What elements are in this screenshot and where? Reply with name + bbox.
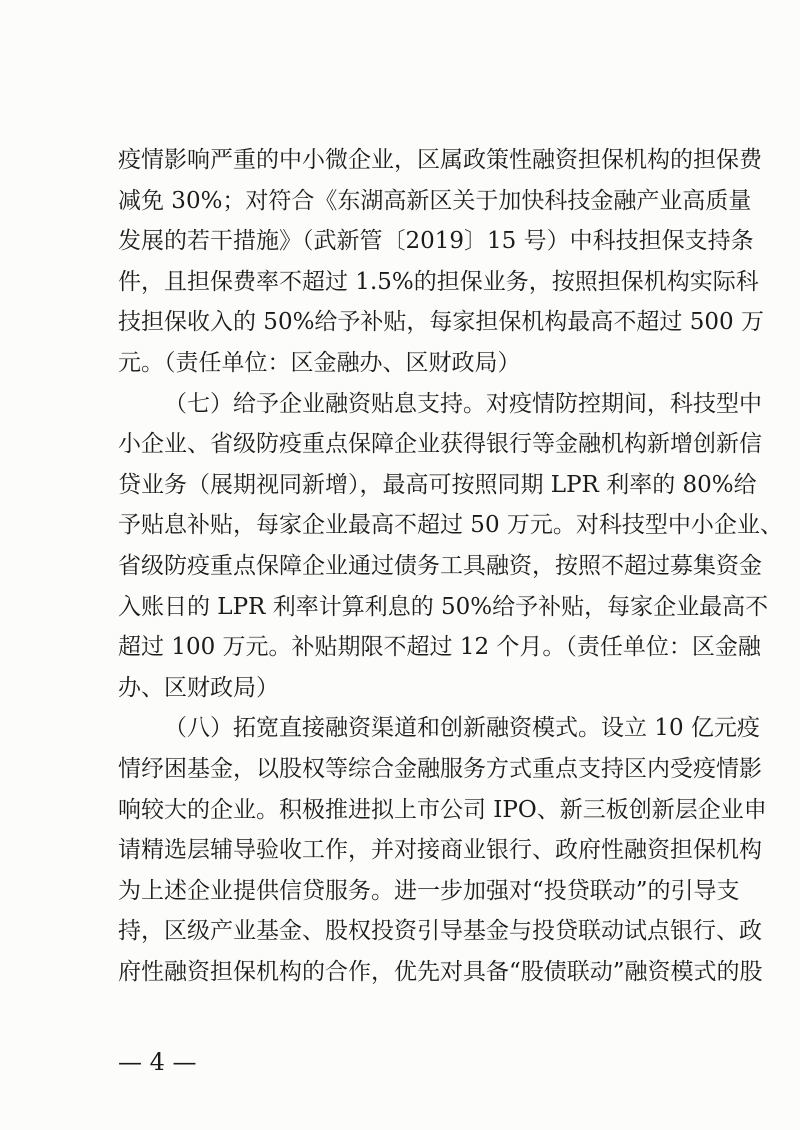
body-text [118,140,783,992]
text-line: 为上述企业提供信贷服务。进一步加强对“投贷联动”的引导支 [118,877,740,904]
text-line: （七）给予企业融资贴息支持。对疫情防控期间，科技型中 [164,390,762,417]
text-line: 减免 30%；对符合《东湖高新区关于加快科技金融产业高质量 [118,187,752,214]
text-line: 发展的若干措施》（武新管〔2019〕15 号）中科技担保支持条 [118,228,754,255]
text-line: 予贴息补贴，每家企业最高不超过 50 万元。对科技型中小企业、 [118,512,783,539]
page-number: — 4 — [118,1048,197,1076]
text-line: （八）拓宽直接融资渠道和创新融资模式。设立 10 亿元疫 [164,715,760,742]
text-line: 小企业、省级防疫重点保障企业获得银行等金融机构新增创新信 [118,431,762,458]
text-line: 技担保收入的 50%给予补贴，每家担保机构最高不超过 500 万 [118,309,764,336]
text-line: 超过 100 万元。补贴期限不超过 12 个月。（责任单位：区金融 [118,634,761,661]
text-line: 疫情影响严重的中小微企业，区属政策性融资担保机构的担保费 [118,147,762,173]
text-line: 省级防疫重点保障企业通过债务工具融资，按照不超过募集资金 [118,552,762,579]
text-line: 情纾困基金，以股权等综合金融服务方式重点支持区内受疫情影 [118,755,762,782]
text-line: 办、区财政局） [118,674,279,701]
text-line: 响较大的企业。积极推进拟上市公司 IPO、新三板创新层企业申 [118,796,767,823]
text-line: 贷业务（展期视同新增），最高可按照同期 LPR 利率的 80%给 [118,471,757,498]
text-line: 件，且担保费率不超过 1.5%的担保业务，按照担保机构实际科 [118,268,759,295]
text-line: 请精选层辅导验收工作，并对接商业银行、政府性融资担保机构 [118,837,762,864]
text-line: 府性融资担保机构的合作，优先对具备“股债联动”融资模式的股 [118,958,763,985]
text-line: 元。（责任单位：区金融办、区财政局） [118,349,521,376]
text-line: 持，区级产业基金、股权投资引导基金与投贷联动试点银行、政 [118,918,762,945]
text-line: 入账日的 LPR 利率计算利息的 50%给予补贴，每家企业最高不 [118,593,769,620]
